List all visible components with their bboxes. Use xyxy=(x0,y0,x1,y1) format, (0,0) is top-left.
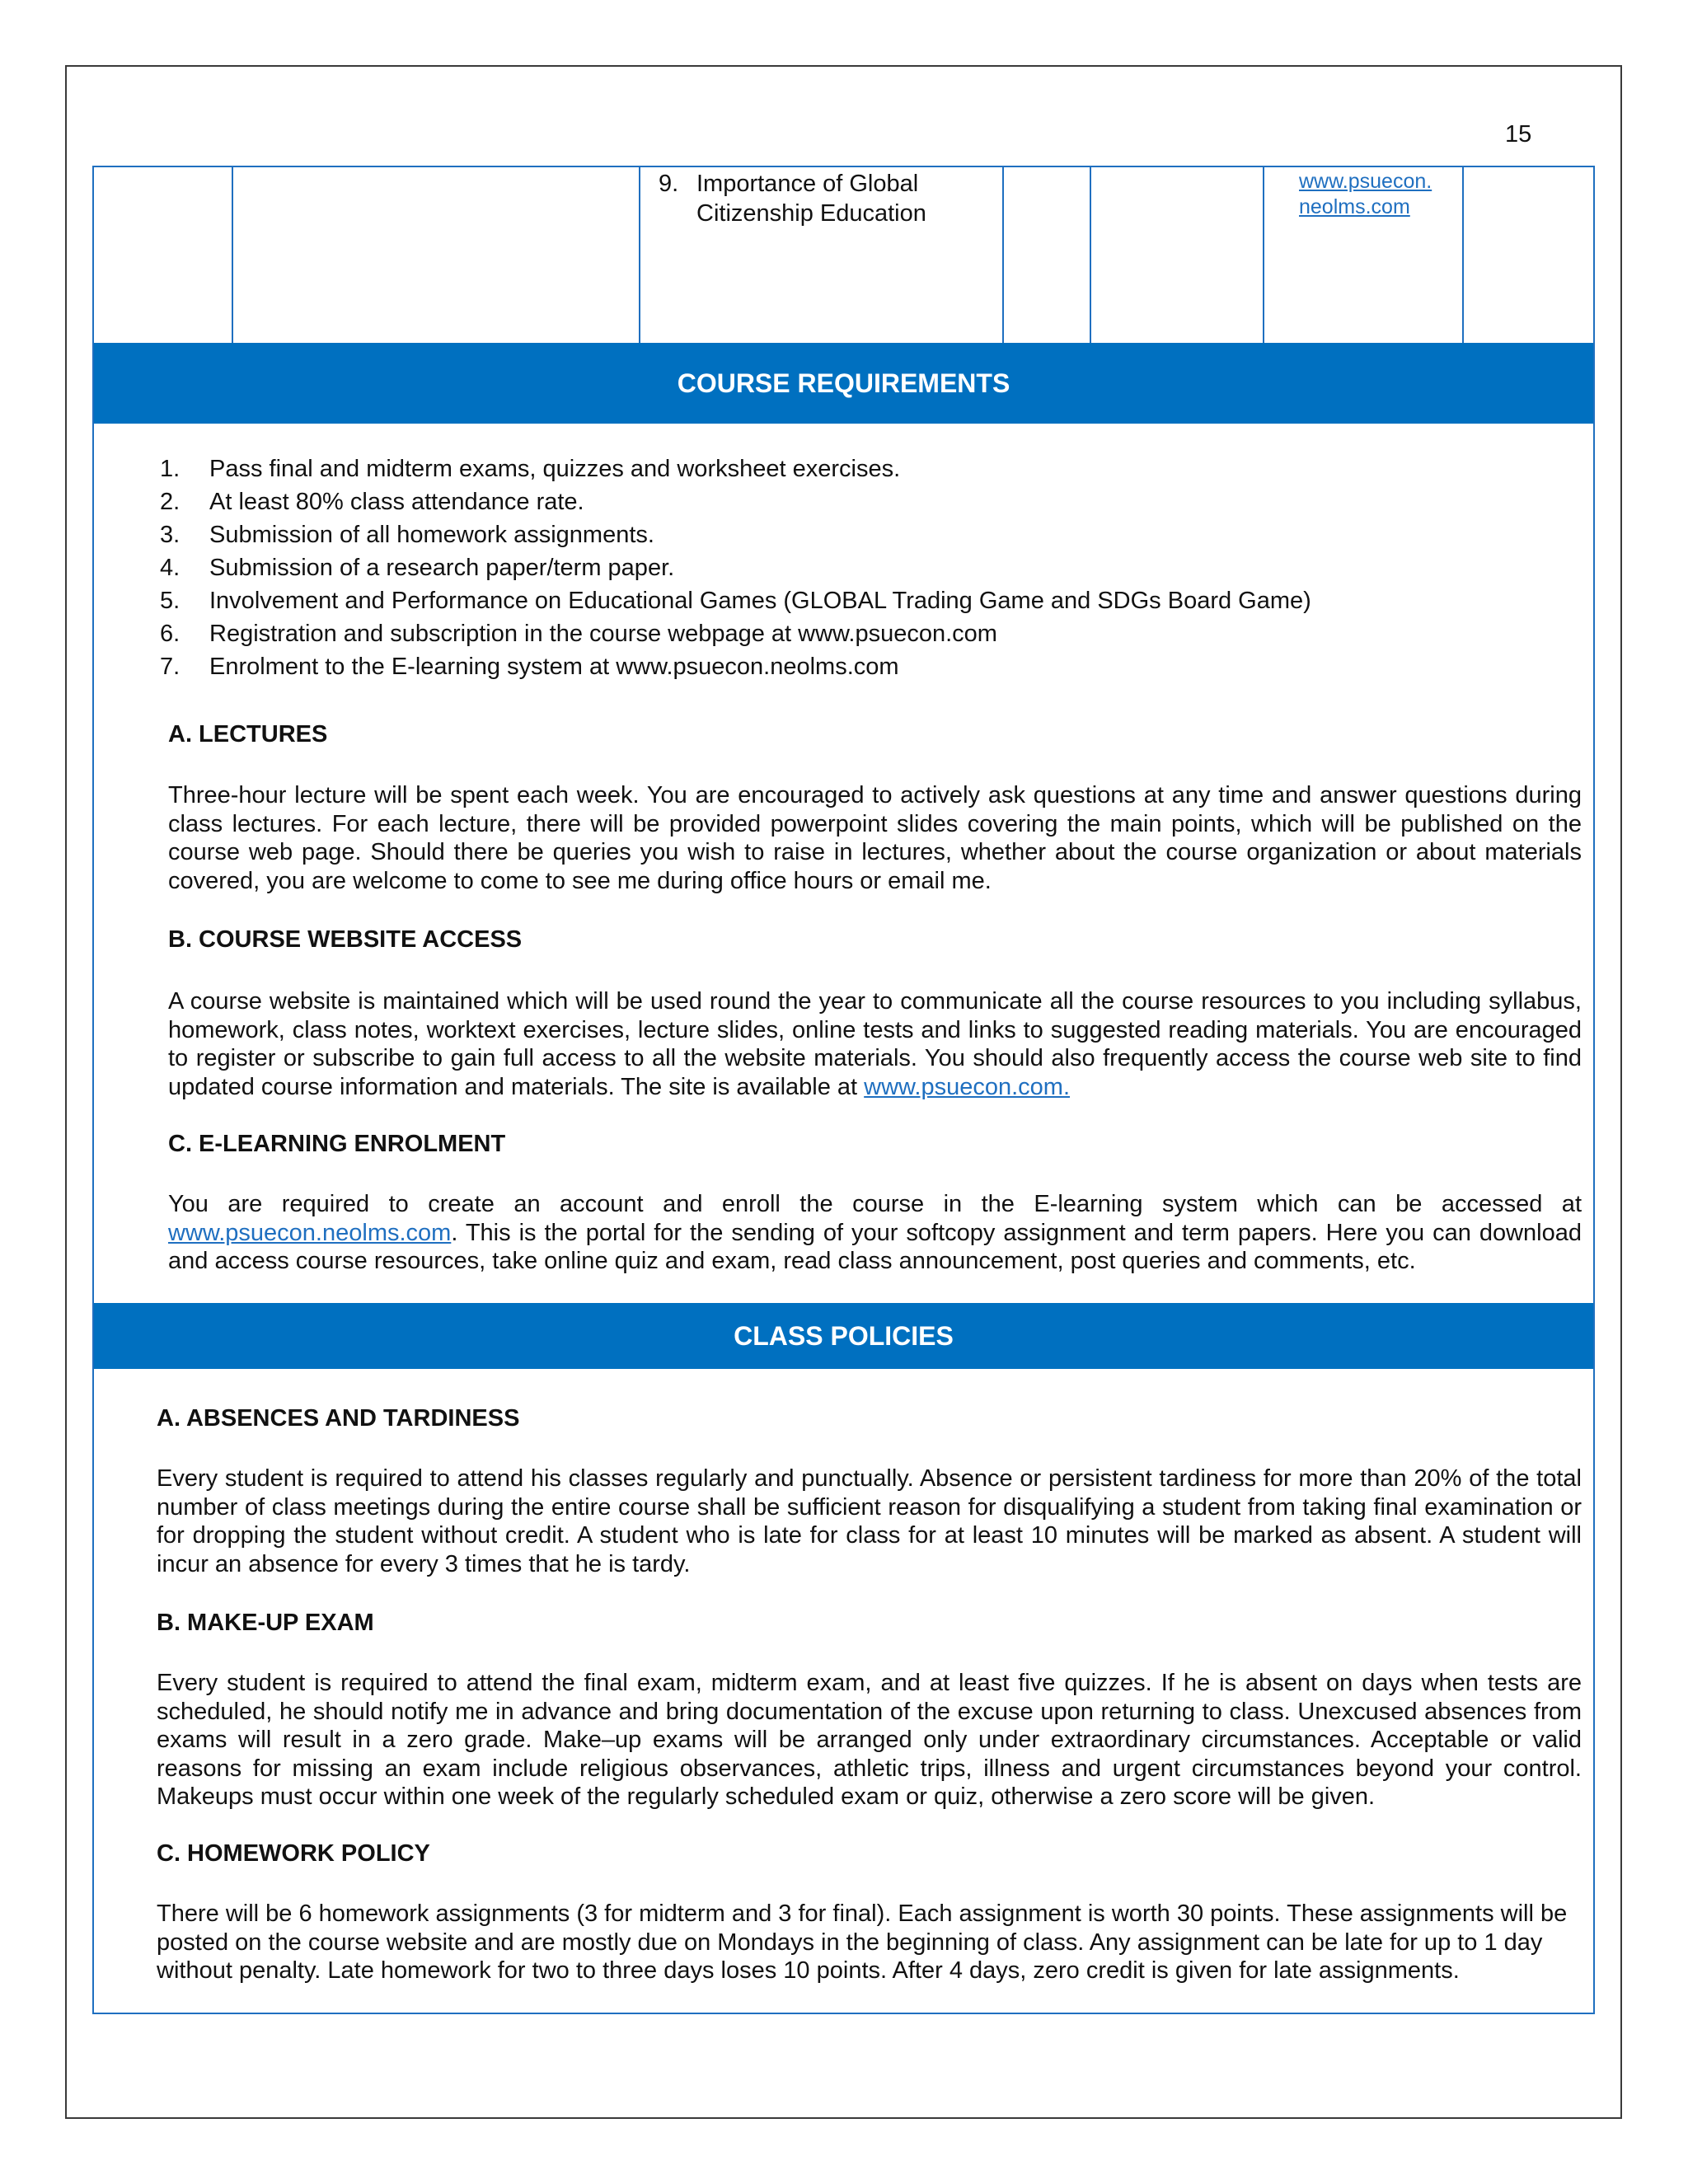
requirement-item xyxy=(160,485,1311,518)
elearning-text-after: . This is the portal for the sending of your softcopy assignment and term papers. Here you can download and access course resources, take online quiz and exam, read class announcement, post queries and comments, etc. xyxy=(168,1219,1582,1274)
homework-paragraph: There will be 6 homework assignments (3 for midterm and 3 for final). Each assignment is worth 30 points. These assignments will be posted on the course website and are mostly due on Mondays in the beginning of class. Any assignment can be late for up to 1 day without penalty. Late homework for two to three days loses 10 points. After 4 days, zero credit is given for late assignments. xyxy=(157,1900,1568,1984)
elearning-heading: C. E-LEARNING ENROLMENT xyxy=(168,1131,506,1157)
requirement-item xyxy=(160,551,1311,584)
table-cell xyxy=(1004,167,1091,343)
requirement-number: 2. xyxy=(160,489,181,515)
website-link[interactable]: www.psuecon.com. xyxy=(864,1073,1070,1100)
class-policies-header: CLASS POLICIES xyxy=(94,1303,1593,1369)
requirements-list xyxy=(160,452,1311,683)
table-cell xyxy=(1091,167,1264,343)
elearning-link[interactable]: www.psuecon.neolms.com xyxy=(168,1219,452,1246)
website-text: A course website is maintained which will be used round the year to communicate all the course resources to you including syllabus, homework, class notes, worktext exercises, lecture slides, online tests and links to suggested reading materials. You are encouraged to register or subscribe to gain full access to all the website materials. You should also frequently access the course web site to find updated course information and materials. The site is available at xyxy=(168,988,1582,1100)
absences-heading: A. ABSENCES AND TARDINESS xyxy=(157,1405,520,1432)
topic-item-number: 9. xyxy=(659,171,679,197)
requirement-item xyxy=(160,452,1311,485)
requirement-text: At least 80% class attendance rate. xyxy=(209,489,584,515)
requirement-text: Involvement and Performance on Educational Games (GLOBAL Trading Game and SDGs Board Game) xyxy=(209,588,1311,614)
lectures-heading: A. LECTURES xyxy=(168,721,328,748)
requirement-text: Enrolment to the E-learning system at www.psuecon.neolms.com xyxy=(209,654,899,680)
page-number: 15 xyxy=(1505,121,1532,148)
elearning-text-before: You are required to create an account and enroll the course in the E-learning system which can be accessed at xyxy=(168,1191,1582,1217)
requirement-text: Pass final and midterm exams, quizzes and worksheet exercises. xyxy=(209,456,901,482)
requirement-number: 5. xyxy=(160,588,181,614)
requirement-text: Submission of a research paper/term paper. xyxy=(209,555,675,581)
resource-link-line2: neolms.com xyxy=(1299,195,1410,218)
requirement-number: 3. xyxy=(160,522,181,548)
course-requirements-header: COURSE REQUIREMENTS xyxy=(94,343,1593,424)
resource-link[interactable] xyxy=(1299,169,1464,220)
requirement-number: 4. xyxy=(160,555,181,581)
lectures-paragraph: Three-hour lecture will be spent each week. You are encouraged to actively ask questions at any time and answer questions during class lectures. For each lecture, there will be provided powerpoint slides covering the main points, which will be published on the course web page. Should there be queries you wish to raise in lectures, whether about the course organization or about materials covered, you are welcome to come to see me during office hours or email me. xyxy=(168,782,1582,894)
makeup-paragraph: Every student is required to attend the final exam, midterm exam, and at least five quizzes. If he is absent on days when tests are scheduled, he should notify me in advance and bring documentation of the excuse upon returning to class. Unexcused absences from exams will result in a zero grade. Make–up exams will be arranged only under extraordinary circumstances. Acceptable or valid reasons for missing an exam include religious observances, athletic trips, illness and urgent circumstances beyond your control. Makeups must occur within one week of the regularly scheduled exam or quiz, otherwise a zero score will be given. xyxy=(157,1670,1582,1810)
table-cell xyxy=(94,167,233,343)
syllabus-frame xyxy=(92,166,1595,2014)
website-paragraph xyxy=(168,987,1582,1101)
requirement-item xyxy=(160,617,1311,650)
makeup-heading: B. MAKE-UP EXAM xyxy=(157,1610,374,1636)
topic-table-row xyxy=(94,167,1593,343)
requirement-item xyxy=(160,584,1311,617)
resource-link-line1: www.psuecon. xyxy=(1299,170,1432,193)
requirement-text: Submission of all homework assignments. xyxy=(209,522,654,548)
requirement-item xyxy=(160,650,1311,683)
requirement-item xyxy=(160,518,1311,551)
requirement-number: 6. xyxy=(160,621,181,647)
absences-paragraph: Every student is required to attend his classes regularly and punctually. Absence or persistent tardiness for more than 20% of the total number of class meetings during the entire course shall be sufficient reason for disqualifying a student from taking final examination or for dropping the student without credit. A student who is late for class for at least 10 minutes will be marked as absent. A student will incur an absence for every 3 times that he is tardy. xyxy=(157,1465,1582,1577)
elearning-paragraph xyxy=(168,1190,1582,1276)
requirement-number: 1. xyxy=(160,456,181,482)
requirement-text: Registration and subscription in the course webpage at www.psuecon.com xyxy=(209,621,997,647)
requirement-number: 7. xyxy=(160,654,181,680)
homework-heading: C. HOMEWORK POLICY xyxy=(157,1840,430,1867)
topic-item-text: Importance of Global Citizenship Education xyxy=(696,171,926,227)
table-cell xyxy=(233,167,640,343)
website-heading: B. COURSE WEBSITE ACCESS xyxy=(168,926,523,953)
